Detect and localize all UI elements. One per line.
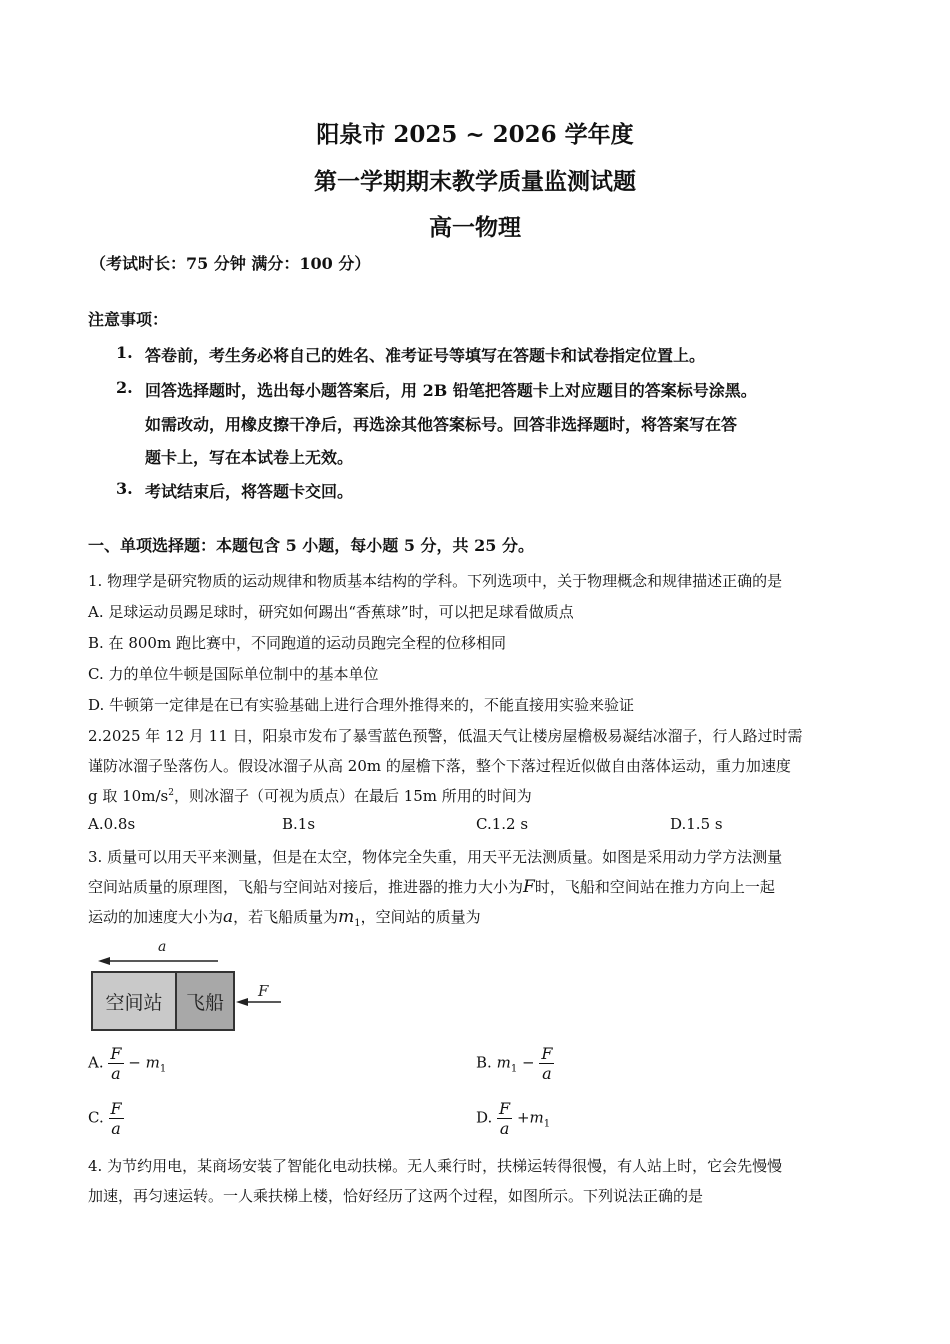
q2-option-c: C.1.2 s: [476, 815, 529, 833]
q3-stem-line-1: 3. 质量可以用天平来测量，但是在太空，物体完全失重，用天平无法测质量。如图是采用动力学方法测量: [88, 848, 783, 866]
force-label: F: [258, 982, 269, 1000]
q3-stem-line-2: 空间站质量的原理图，飞船与空间站对接后，推进器的推力大小为F时，飞船和空间站在推力方向上一起: [88, 877, 775, 897]
q3-option-b: B. $m_1$ − $\frac{F}{a}$: [476, 1044, 553, 1083]
title-line-3: 高一物理: [429, 214, 521, 241]
force-arrowhead: [236, 998, 248, 1006]
notice-item-3-num: 3.: [116, 479, 133, 498]
title-line-1: 阳泉市 2025 ~ 2026 学年度: [316, 121, 634, 148]
q4-stem-line-1: 4. 为节约用电，某商场安装了智能化电动扶梯。无人乘行时，扶梯运转得很慢，有人站上时，它会先慢慢: [88, 1157, 783, 1175]
title-line-2: 第一学期期末教学质量监测试题: [314, 168, 636, 195]
accel-label: a: [158, 939, 167, 955]
notice-item-3-text: 考试结束后，将答题卡交回。: [145, 482, 354, 501]
q3-stem-line-3: 运动的加速度大小为a，若飞船质量为$m_1$，空间站的质量为: [88, 907, 481, 929]
notice-item-2-line-3: 题卡上，写在本试卷上无效。: [145, 448, 354, 467]
docking-figure: [86, 938, 296, 1038]
space-station-label: 空间站: [105, 992, 163, 1014]
q3-option-a: A. $\frac{F}{a}$ − $m_1$: [88, 1044, 167, 1083]
q1-option-a: A. 足球运动员踢足球时，研究如何踢出“香蕉球”时，可以把足球看做质点: [88, 603, 574, 621]
notice-item-1-num: 1.: [116, 343, 133, 362]
q2-option-b: B.1s: [282, 815, 316, 833]
q2-stem-line-1: 2.2025 年 12 月 11 日，阳泉市发布了暴雪蓝色预警，低温天气让楼房屋檐极易凝结冰溜子，行人路过时需: [88, 727, 803, 745]
ship-label: 飞船: [185, 992, 225, 1014]
notice-item-2-line-2: 如需改动，用橡皮擦干净后，再选涂其他答案标号。回答非选择题时，将答案写在答: [145, 415, 738, 434]
q3-option-c: C. $\frac{F}{a}$: [88, 1099, 122, 1138]
q2-option-a: A.0.8s: [88, 815, 136, 833]
exam-info: （考试时长：75 分钟 满分：100 分）: [90, 254, 371, 273]
notice-item-2-num: 2.: [116, 378, 133, 397]
q2-stem-line-3: g 取 $10m/s^2$，则冰溜子（可视为质点）在最后 15m 所用的时间为: [88, 787, 532, 805]
q1-stem: 1. 物理学是研究物质的运动规律和物质基本结构的学科。下列选项中，关于物理概念和规律描述正确的是: [88, 572, 783, 590]
notice-item-2-line-1: 回答选择题时，选出每小题答案后，用 2B 铅笔把答题卡上对应题目的答案标号涂黑。: [145, 381, 757, 400]
q4-stem-line-2: 加速，再匀速运转。一人乘扶梯上楼，恰好经历了这两个过程，如图所示。下列说法正确的是: [88, 1187, 704, 1205]
q1-option-b: B. 在 800m 跑比赛中，不同跑道的运动员跑完全程的位移相同: [88, 634, 506, 652]
q3-option-d: D. $\frac{F}{a}$ $+m_1$: [476, 1099, 551, 1138]
section-1-title: 一、单项选择题：本题包含 5 小题，每小题 5 分，共 25 分。: [88, 536, 534, 555]
notice-item-1-text: 答卷前，考生务必将自己的姓名、准考证号等填写在答题卡和试卷指定位置上。: [145, 346, 706, 365]
q2-option-d: D.1.5 s: [670, 815, 723, 833]
q1-option-d: D. 牛顿第一定律是在已有实验基础上进行合理外推得来的，不能直接用实验来验证: [88, 696, 635, 714]
accel-arrowhead: [98, 957, 110, 965]
q1-option-c: C. 力的单位牛顿是国际单位制中的基本单位: [88, 665, 379, 683]
notice-title: 注意事项：: [88, 310, 169, 329]
q2-stem-line-2: 谨防冰溜子坠落伤人。假设冰溜子从高 20m 的屋檐下落，整个下落过程近似做自由落体运动，重力加速度: [88, 757, 791, 775]
